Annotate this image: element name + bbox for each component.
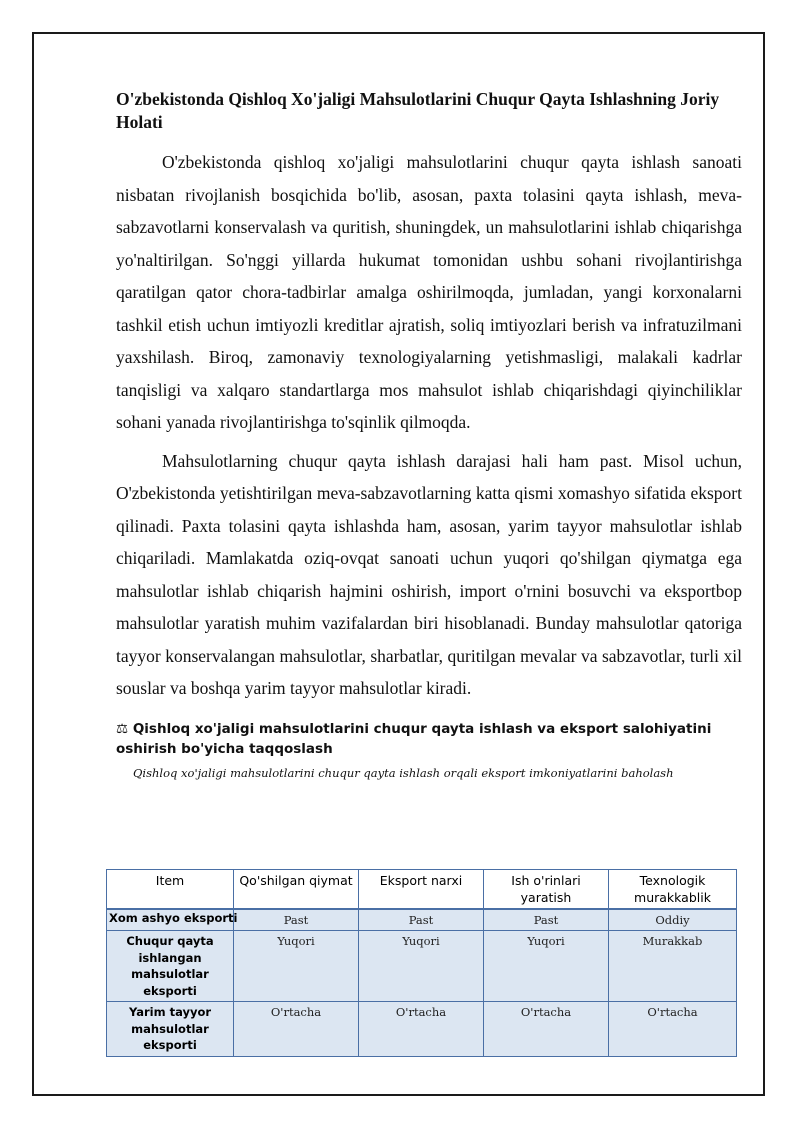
row-label: Xom ashyo eksporti	[107, 909, 234, 931]
document-title: O'zbekistonda Qishloq Xo'jaligi Mahsulotlarini Chuqur Qayta Ishlashning Joriy Holati	[116, 89, 720, 132]
table-row	[107, 909, 737, 931]
column-header-job-creation: Ish o'rinlari yaratish	[484, 870, 609, 910]
document-body	[116, 88, 742, 787]
table-cell: O'rtacha	[234, 1002, 359, 1057]
table-cell: O'rtacha	[359, 1002, 484, 1057]
table-cell: Oddiy	[609, 909, 737, 931]
comparison-heading	[116, 719, 742, 759]
paragraph-1: O'zbekistonda qishloq xo'jaligi mahsulotlarini chuqur qayta ishlash sanoati nisbatan rivojlanish bosqichida bo'lib, asosan, paxta tolasini qayta ishlash, meva-sabzavotlarni konservalash va quritish, shuningdek, un mahsulotlarini ishlab chiqarishga yo'naltirilgan. So'nggi yillarda hukumat tomonidan ushbu sohani rivojlantirishga qaratilgan qator chora-tadbirlar amalga oshirilmoqda, jumladan, yangi korxonalarni tashkil etish uchun imtiyozli kreditlar ajratish, soliq imtiyozlari berish va infratuzilmani yaxshilash. Biroq, zamonaviy texnologiyalarning yetishmasligi, malakali kadrlar tanqisligi va xalqaro standartlarga mos mahsulot ishlab chiqarishdagi qiyinchiliklar sohani yanada rivojlantirishga to'sqinlik qilmoqda.	[116, 152, 742, 432]
table-cell: O'rtacha	[484, 1002, 609, 1057]
table-cell: Past	[234, 909, 359, 931]
paragraph-2: Mahsulotlarning chuqur qayta ishlash darajasi hali ham past. Misol uchun, O'zbekistonda yetishtirilgan meva-sabzavotlarning katta qismi xomashyo sifatida eksport qilinadi. Paxta tolasini qayta ishlashda ham, asosan, yarim tayyor mahsulotlar ishlab chiqariladi. Mamlakatda oziq-ovqat sanoati uchun yuqori qo'shilgan qiymatga ega mahsulotlar ishlab chiqarish hajmini oshirish, import o'rnini bosuvchi va eksportbop mahsulotlar yaratish muhim vazifalardan biri hisoblanadi. Bunday mahsulotlar qatoriga tayyor konservalangan mahsulotlar, sharbatlar, quritilgan mevalar va sabzavotlar, turli xil souslar va boshqa yarim tayyor mahsulotlar kiradi.	[116, 450, 742, 698]
table-cell: Past	[359, 909, 484, 931]
table-cell: Yuqori	[484, 931, 609, 1002]
comparison-heading-text: Qishloq xo'jaligi mahsulotlarini chuqur qayta ishlash va eksport salohiyatini oshirish bo'yicha taqqoslash	[116, 720, 712, 757]
table-cell: O'rtacha	[609, 1002, 737, 1057]
table-cell: Yuqori	[234, 931, 359, 1002]
table-header-row	[107, 870, 737, 910]
row-label: Yarim tayyor mahsulotlar eksporti	[107, 1002, 234, 1057]
column-header-tech-complexity: Texnologik murakkablik	[609, 870, 737, 910]
column-header-added-value: Qo'shilgan qiymat	[234, 870, 359, 910]
row-label: Chuqur qayta ishlangan mahsulotlar eksporti	[107, 931, 234, 1002]
table-cell: Yuqori	[359, 931, 484, 1002]
column-header-item: Item	[107, 870, 234, 910]
column-header-export-price: Eksport narxi	[359, 870, 484, 910]
table-row	[107, 1002, 737, 1057]
table-row	[107, 931, 737, 1002]
table-caption: Qishloq xo'jaligi mahsulotlarini chuqur qayta ishlash orqali eksport imkoniyatlarini baholash	[133, 765, 674, 780]
table-cell: Murakkab	[609, 931, 737, 1002]
scales-icon: ⚖	[116, 720, 129, 737]
table-cell: Past	[484, 909, 609, 931]
comparison-table	[106, 869, 737, 1057]
